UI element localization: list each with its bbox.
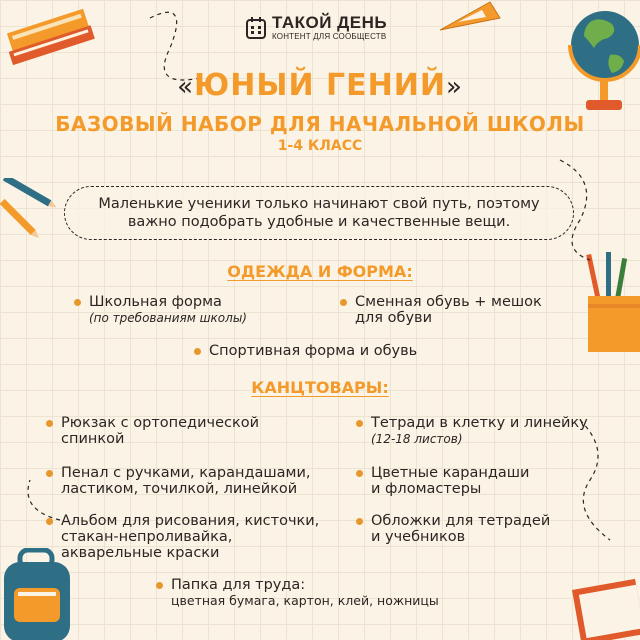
list-item: [356, 513, 550, 545]
grade-label: 1-4 КЛАСС: [277, 138, 363, 154]
intro-line-2: важно подобрать удобные и качественные вещи.: [127, 214, 511, 230]
list-item: [356, 465, 529, 497]
item-text-2: стакан-непроливайка,: [61, 529, 233, 545]
stationery-heading: КАНЦТОВАРЫ:: [251, 378, 389, 397]
bullet-dot: [356, 470, 363, 477]
item-text-3: акварельные краски: [61, 545, 220, 561]
list-item: [46, 415, 259, 447]
bullet-dot: [356, 420, 363, 427]
item-text-2: и учебников: [371, 529, 466, 545]
quote-open: «: [177, 72, 195, 102]
bullet-dot: [340, 299, 347, 306]
brand-title: ТАКОЙ ДЕНЬ: [272, 13, 388, 32]
intro-line-1: Маленькие ученики только начинают свой путь, поэтому: [98, 196, 540, 212]
bullet-dot: [46, 420, 53, 427]
calendar-icon: [246, 17, 266, 39]
item-text-2: цветная бумага, картон, клей, ножницы: [171, 593, 439, 608]
intro-box: [64, 186, 574, 240]
item-text: Альбом для рисования, кисточки,: [61, 513, 320, 529]
bullet-dot: [356, 518, 363, 525]
list-item: [74, 294, 247, 326]
clothing-heading: ОДЕЖДА И ФОРМА:: [227, 262, 413, 281]
page-title: [0, 68, 640, 103]
bullet-dot: [194, 348, 201, 355]
item-note: (12-18 листов): [371, 432, 463, 446]
item-text-2: для обуви: [355, 310, 432, 326]
item-text: Спортивная форма и обувь: [209, 343, 418, 359]
list-item: [194, 343, 417, 359]
item-text: Сменная обувь + мешок: [355, 294, 542, 310]
item-text-2: ластиком, точилкой, линейкой: [61, 481, 298, 497]
item-text: Цветные карандаши: [371, 465, 530, 481]
quote-close: »: [445, 72, 463, 102]
list-item: [340, 294, 542, 326]
item-text-2: и фломастеры: [371, 481, 482, 497]
bullet-dot: [156, 582, 163, 589]
item-text-2: спинкой: [61, 431, 125, 447]
list-item: [46, 513, 319, 561]
title-text: ЮНЫЙ ГЕНИЙ: [194, 68, 446, 103]
bullet-dot: [74, 299, 81, 306]
item-text: Обложки для тетрадей: [371, 513, 551, 529]
page-subtitle: БАЗОВЫЙ НАБОР ДЛЯ НАЧАЛЬНОЙ ШКОЛЫ: [55, 112, 585, 136]
item-text: Школьная форма: [89, 294, 222, 310]
list-item: [156, 577, 439, 609]
item-text: Рюкзак с ортопедической: [61, 415, 260, 431]
list-item: [356, 415, 588, 447]
item-text: Пенал с ручками, карандашами,: [61, 465, 311, 481]
brand-logo: [246, 14, 387, 41]
bullet-dot: [46, 518, 53, 525]
bullet-dot: [46, 470, 53, 477]
item-text: Тетради в клетку и линейку: [371, 415, 588, 431]
list-item: [46, 465, 310, 497]
item-note: (по требованиям школы): [89, 311, 247, 325]
brand-subtitle: КОНТЕНТ ДЛЯ СООБЩЕСТВ: [272, 32, 387, 41]
item-text: Папка для труда:: [171, 577, 306, 593]
